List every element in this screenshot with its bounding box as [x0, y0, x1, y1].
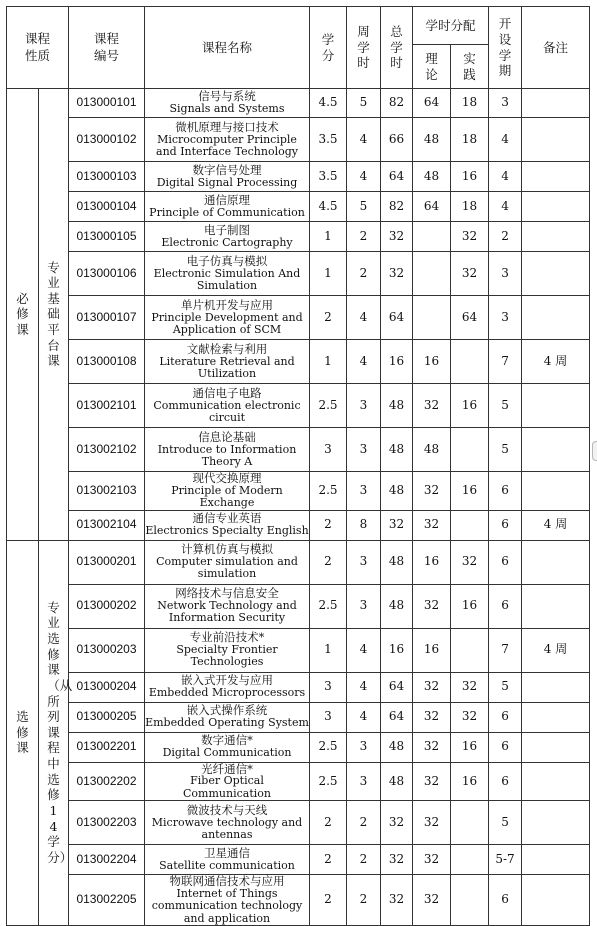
cell-practice: 18 — [451, 192, 489, 222]
table-row — [7, 428, 590, 472]
cell-weekly: 5 — [347, 89, 381, 118]
cell-course-code: 013002104 — [69, 510, 145, 540]
table-row — [7, 384, 590, 428]
course-name-en: Electronic Cartography — [161, 235, 293, 249]
cell-total: 16 — [381, 628, 413, 672]
cell-theory: 64 — [413, 192, 451, 222]
cell-credit: 2 — [310, 875, 347, 926]
cell-practice — [451, 628, 489, 672]
cell-semester: 6 — [489, 510, 522, 540]
cell-course-name — [145, 192, 310, 222]
cell-practice: 16 — [451, 384, 489, 428]
cell-semester: 4 — [489, 118, 522, 162]
cell-weekly: 2 — [347, 845, 381, 875]
cell-theory: 32 — [413, 384, 451, 428]
cell-note — [522, 875, 590, 926]
cell-theory — [413, 222, 451, 252]
cell-practice — [451, 340, 489, 384]
cell-semester: 5 — [489, 801, 522, 845]
cell-course-code: 013002205 — [69, 875, 145, 926]
cell-semester: 5 — [489, 384, 522, 428]
course-name-cn: 微机原理与接口技术 — [175, 119, 279, 134]
cell-practice: 18 — [451, 89, 489, 118]
cell-note — [522, 384, 590, 428]
group-elective-label: 选修课 — [16, 709, 29, 756]
cell-course-name — [145, 340, 310, 384]
cell-note: 4 周 — [522, 340, 590, 384]
cell-weekly: 2 — [347, 875, 381, 926]
cell-course-name — [145, 584, 310, 628]
cell-weekly: 4 — [347, 162, 381, 192]
course-name-cn: 通信电子电路 — [192, 385, 262, 400]
cell-theory: 32 — [413, 875, 451, 926]
cell-note — [522, 162, 590, 192]
cell-semester: 3 — [489, 252, 522, 296]
cell-weekly: 4 — [347, 628, 381, 672]
header-practice — [451, 45, 489, 89]
cell-total: 48 — [381, 428, 413, 472]
cell-semester: 6 — [489, 702, 522, 732]
header-remarks: 备注 — [522, 7, 590, 89]
group-elective — [7, 540, 39, 925]
course-name-en: Specialty Frontier Technologies — [176, 643, 278, 669]
cell-course-name — [145, 296, 310, 340]
table-row — [7, 540, 590, 584]
group-elective-sub — [39, 540, 73, 925]
cell-total: 48 — [381, 472, 413, 511]
course-name-en: Signals and Systems — [169, 102, 285, 116]
cell-theory: 32 — [413, 801, 451, 845]
cell-credit: 4.5 — [310, 89, 347, 118]
cell-total: 64 — [381, 672, 413, 702]
cell-course-code: 013000203 — [69, 628, 145, 672]
cell-note — [522, 845, 590, 875]
cell-credit: 1 — [310, 340, 347, 384]
table-row — [7, 89, 590, 118]
cell-course-name — [145, 702, 310, 732]
cell-semester: 5-7 — [489, 845, 522, 875]
cell-course-code: 013000103 — [69, 162, 145, 192]
header-weekly-hours — [347, 7, 381, 89]
cell-credit: 2.5 — [310, 762, 347, 801]
cell-total: 48 — [381, 762, 413, 801]
cell-total: 48 — [381, 732, 413, 762]
course-name-en: Embedded Microprocessors — [148, 686, 306, 700]
cell-note: 4 周 — [522, 628, 590, 672]
cell-total: 82 — [381, 89, 413, 118]
table-row — [7, 162, 590, 192]
course-name-cn: 卫星通信 — [204, 845, 250, 860]
cell-note — [522, 472, 590, 511]
cell-weekly: 3 — [347, 584, 381, 628]
cell-practice — [451, 428, 489, 472]
course-name-en: Microwave technology and antennas — [151, 815, 303, 841]
header-course-code-label: 课程编号 — [93, 31, 119, 63]
course-name-cn: 通信原理 — [204, 192, 250, 207]
cell-theory: 64 — [413, 89, 451, 118]
cell-note — [522, 192, 590, 222]
group-required-sub — [39, 89, 69, 541]
table-row — [7, 584, 590, 628]
cell-total: 16 — [381, 340, 413, 384]
cell-total: 66 — [381, 118, 413, 162]
cell-credit: 3 — [310, 428, 347, 472]
course-name-cn: 电子仿真与模拟 — [186, 253, 268, 268]
cell-weekly: 2 — [347, 801, 381, 845]
group-required — [7, 89, 39, 541]
cell-weekly: 3 — [347, 472, 381, 511]
cell-practice: 32 — [451, 222, 489, 252]
cell-theory: 32 — [413, 702, 451, 732]
table-row — [7, 702, 590, 732]
course-name-cn: 物联网通信技术与应用 — [169, 874, 285, 888]
cell-weekly: 3 — [347, 732, 381, 762]
cell-note — [522, 672, 590, 702]
table-row — [7, 732, 590, 762]
cell-total: 32 — [381, 875, 413, 926]
header-weekly-hours-label: 周学时 — [357, 24, 370, 71]
cell-practice: 16 — [451, 472, 489, 511]
header-course-nature-label: 课程性质 — [24, 31, 50, 63]
cell-course-name — [145, 118, 310, 162]
cell-note — [522, 118, 590, 162]
cell-weekly: 4 — [347, 118, 381, 162]
cell-theory: 32 — [413, 472, 451, 511]
cell-course-name — [145, 801, 310, 845]
header-theory — [413, 45, 451, 89]
course-name-cn: 数字通信* — [201, 733, 253, 748]
cell-credit: 1 — [310, 222, 347, 252]
cell-semester: 3 — [489, 89, 522, 118]
cell-semester: 6 — [489, 762, 522, 801]
cell-practice: 32 — [451, 252, 489, 296]
header-practice-label: 实践 — [463, 50, 476, 82]
cell-practice: 32 — [451, 672, 489, 702]
course-name-cn: 文献检索与利用 — [186, 341, 268, 356]
course-name-cn: 单片机开发与应用 — [181, 297, 273, 312]
cell-total: 82 — [381, 192, 413, 222]
cell-note — [522, 732, 590, 762]
cell-theory: 32 — [413, 762, 451, 801]
course-name-cn: 电子制图 — [204, 222, 250, 237]
cell-semester: 6 — [489, 875, 522, 926]
cell-semester: 5 — [489, 428, 522, 472]
cell-theory — [413, 296, 451, 340]
cell-weekly: 3 — [347, 384, 381, 428]
cell-course-name — [145, 428, 310, 472]
cell-course-code: 013002103 — [69, 472, 145, 511]
cell-course-name — [145, 762, 310, 801]
header-theory-label: 理论 — [425, 50, 438, 82]
cell-course-name — [145, 89, 310, 118]
cell-course-name — [145, 845, 310, 875]
cell-credit: 2.5 — [310, 384, 347, 428]
cell-total: 48 — [381, 540, 413, 584]
cell-semester: 4 — [489, 162, 522, 192]
course-name-en: Fiber Optical Communication — [183, 774, 271, 800]
course-name-cn: 嵌入式操作系统 — [186, 703, 268, 718]
cell-course-name — [145, 472, 310, 511]
cell-semester: 6 — [489, 472, 522, 511]
cell-course-code: 013000201 — [69, 540, 145, 584]
cell-semester: 6 — [489, 540, 522, 584]
course-name-cn: 光纤通信* — [201, 761, 253, 776]
cell-credit: 2 — [310, 801, 347, 845]
cell-practice — [451, 510, 489, 540]
cell-practice: 16 — [451, 732, 489, 762]
cell-credit: 2 — [310, 845, 347, 875]
cell-credit: 2 — [310, 510, 347, 540]
cell-theory: 48 — [413, 162, 451, 192]
cell-credit: 3 — [310, 672, 347, 702]
header-credit-label: 学分 — [321, 31, 335, 63]
table-row — [7, 222, 590, 252]
course-name-cn: 信号与系统 — [198, 89, 256, 104]
course-name-en: Network Technology and Information Security — [157, 599, 297, 625]
cell-note — [522, 540, 590, 584]
cell-note: 4 周 — [522, 510, 590, 540]
cell-theory: 16 — [413, 540, 451, 584]
header-course-code — [69, 7, 145, 89]
course-name-en: Digital Communication — [162, 746, 292, 760]
table-row — [7, 118, 590, 162]
cell-semester: 4 — [489, 192, 522, 222]
group-required-sub-label: 专业基础平台课 — [47, 259, 60, 369]
course-name-en: Principle of Modern Exchange — [171, 483, 283, 510]
cell-semester: 5 — [489, 672, 522, 702]
course-name-en: Digital Signal Processing — [156, 175, 298, 189]
cell-practice: 18 — [451, 118, 489, 162]
course-name-en: Embedded Operating System — [145, 716, 309, 730]
cell-semester: 2 — [489, 222, 522, 252]
table-row — [7, 762, 590, 801]
cell-note — [522, 428, 590, 472]
cell-course-code: 013002101 — [69, 384, 145, 428]
cell-note — [522, 89, 590, 118]
curriculum-table — [6, 6, 590, 926]
course-name-en: Communication electronic circuit — [153, 398, 301, 424]
cell-semester: 6 — [489, 584, 522, 628]
cell-credit: 4.5 — [310, 192, 347, 222]
course-name-cn: 通信专业英语 — [192, 511, 262, 526]
course-name-en: Electronic Simulation And Simulation — [153, 266, 301, 292]
header-total-hours — [381, 7, 413, 89]
cell-credit: 1 — [310, 628, 347, 672]
cell-practice: 64 — [451, 296, 489, 340]
cell-total: 48 — [381, 384, 413, 428]
cell-practice: 32 — [451, 702, 489, 732]
table-row — [7, 672, 590, 702]
cell-course-code: 013000101 — [69, 89, 145, 118]
group-elective-sub-label: 专业选修课（从所列课程中选修14学分） — [47, 599, 73, 865]
course-name-en: Introduce to Information Theory A — [157, 442, 297, 468]
cell-credit: 3.5 — [310, 162, 347, 192]
table-row — [7, 252, 590, 296]
cell-course-name — [145, 732, 310, 762]
cell-total: 48 — [381, 584, 413, 628]
cell-theory — [413, 252, 451, 296]
cell-theory: 32 — [413, 672, 451, 702]
cell-course-code: 013000108 — [69, 340, 145, 384]
cell-weekly: 5 — [347, 192, 381, 222]
cell-course-code: 013002203 — [69, 801, 145, 845]
cell-credit: 3.5 — [310, 118, 347, 162]
cell-credit: 2 — [310, 540, 347, 584]
header-course-nature — [7, 7, 69, 89]
cell-weekly: 4 — [347, 672, 381, 702]
cell-course-name — [145, 540, 310, 584]
cell-theory: 16 — [413, 628, 451, 672]
table-body — [7, 89, 590, 926]
cell-course-name — [145, 252, 310, 296]
cell-course-code: 013000105 — [69, 222, 145, 252]
course-name-en: Literature Retrieval and Utilization — [159, 354, 295, 380]
table-row — [7, 296, 590, 340]
cell-course-name — [145, 510, 310, 540]
cell-credit: 2 — [310, 296, 347, 340]
cell-course-name — [145, 222, 310, 252]
cell-credit: 1 — [310, 252, 347, 296]
table-row — [7, 340, 590, 384]
course-name-cn: 信息论基础 — [198, 429, 256, 444]
table-row — [7, 845, 590, 875]
cell-course-code: 013000202 — [69, 584, 145, 628]
cell-weekly: 2 — [347, 252, 381, 296]
cell-credit: 2.5 — [310, 584, 347, 628]
cell-note — [522, 252, 590, 296]
cell-practice — [451, 845, 489, 875]
cell-practice — [451, 801, 489, 845]
cell-weekly: 8 — [347, 510, 381, 540]
cell-note — [522, 762, 590, 801]
course-name-en: Principle of Communication — [149, 205, 305, 219]
header-course-name: 课程名称 — [145, 7, 310, 89]
cell-weekly: 3 — [347, 540, 381, 584]
cell-semester: 7 — [489, 340, 522, 384]
table-row — [7, 801, 590, 845]
cell-course-code: 013002204 — [69, 845, 145, 875]
course-name-cn: 嵌入式开发与应用 — [181, 673, 273, 688]
table-row — [7, 875, 590, 926]
course-name-en: Computer simulation and simulation — [156, 555, 298, 581]
course-name-cn: 计算机仿真与模拟 — [181, 542, 273, 557]
group-required-label: 必修课 — [16, 290, 29, 338]
header-semester — [489, 7, 522, 89]
cell-theory: 32 — [413, 732, 451, 762]
course-name-cn: 专业前沿技术* — [189, 630, 265, 645]
cell-total: 64 — [381, 162, 413, 192]
cell-theory: 48 — [413, 118, 451, 162]
cell-practice: 16 — [451, 162, 489, 192]
cell-practice: 16 — [451, 762, 489, 801]
course-name-en: Electronics Specialty English — [145, 524, 309, 538]
table-row — [7, 192, 590, 222]
cell-total: 64 — [381, 296, 413, 340]
course-name-cn: 数字信号处理 — [192, 162, 262, 177]
cell-weekly: 2 — [347, 222, 381, 252]
header-hour-allocation: 学时分配 — [413, 7, 489, 45]
cell-practice — [451, 875, 489, 926]
course-name-en: Internet of Things communication technology and application — [151, 886, 303, 925]
cell-semester: 3 — [489, 296, 522, 340]
course-name-en: Satellite communication — [159, 858, 295, 872]
cell-course-code: 013002202 — [69, 762, 145, 801]
cell-credit: 3 — [310, 702, 347, 732]
cell-semester: 7 — [489, 628, 522, 672]
cell-course-code: 013000104 — [69, 192, 145, 222]
course-name-cn: 现代交换原理 — [192, 471, 262, 485]
cell-theory: 16 — [413, 340, 451, 384]
course-name-cn: 微波技术与天线 — [186, 802, 268, 817]
cell-course-code: 013000106 — [69, 252, 145, 296]
cell-credit: 2.5 — [310, 732, 347, 762]
course-name-en: Microcomputer Principle and Interface Technology — [156, 132, 298, 158]
cell-weekly: 3 — [347, 428, 381, 472]
cell-course-name — [145, 628, 310, 672]
cell-weekly: 4 — [347, 296, 381, 340]
cell-total: 64 — [381, 702, 413, 732]
table-row — [7, 510, 590, 540]
cell-total: 32 — [381, 252, 413, 296]
cell-course-name — [145, 672, 310, 702]
cell-course-name — [145, 162, 310, 192]
cell-credit: 2.5 — [310, 472, 347, 511]
cell-course-name — [145, 384, 310, 428]
cell-total: 32 — [381, 845, 413, 875]
cell-practice: 32 — [451, 540, 489, 584]
cell-note — [522, 702, 590, 732]
cell-course-code: 013002102 — [69, 428, 145, 472]
cell-course-code: 013000204 — [69, 672, 145, 702]
cell-note — [522, 801, 590, 845]
cell-course-code: 013002201 — [69, 732, 145, 762]
cell-course-code: 013000102 — [69, 118, 145, 162]
cell-theory: 32 — [413, 845, 451, 875]
cell-theory: 32 — [413, 584, 451, 628]
cell-total: 32 — [381, 222, 413, 252]
cell-course-code: 013000107 — [69, 296, 145, 340]
cell-note — [522, 296, 590, 340]
cell-weekly: 3 — [347, 762, 381, 801]
scroll-handle[interactable] — [592, 441, 597, 461]
cell-weekly: 4 — [347, 702, 381, 732]
cell-weekly: 4 — [347, 340, 381, 384]
cell-practice: 16 — [451, 584, 489, 628]
header-total-hours-label: 总学时 — [390, 24, 403, 71]
cell-course-name — [145, 875, 310, 926]
header-credit — [310, 7, 347, 89]
course-name-cn: 网络技术与信息安全 — [175, 586, 279, 601]
cell-note — [522, 222, 590, 252]
cell-note — [522, 584, 590, 628]
table-row — [7, 472, 590, 511]
cell-total: 32 — [381, 801, 413, 845]
course-name-en: Principle Development and Application of SCM — [151, 310, 303, 336]
cell-theory: 32 — [413, 510, 451, 540]
table-row — [7, 628, 590, 672]
cell-semester: 6 — [489, 732, 522, 762]
cell-total: 32 — [381, 510, 413, 540]
header-semester-label: 开设学期 — [498, 16, 512, 79]
cell-course-code: 013000205 — [69, 702, 145, 732]
cell-theory: 48 — [413, 428, 451, 472]
